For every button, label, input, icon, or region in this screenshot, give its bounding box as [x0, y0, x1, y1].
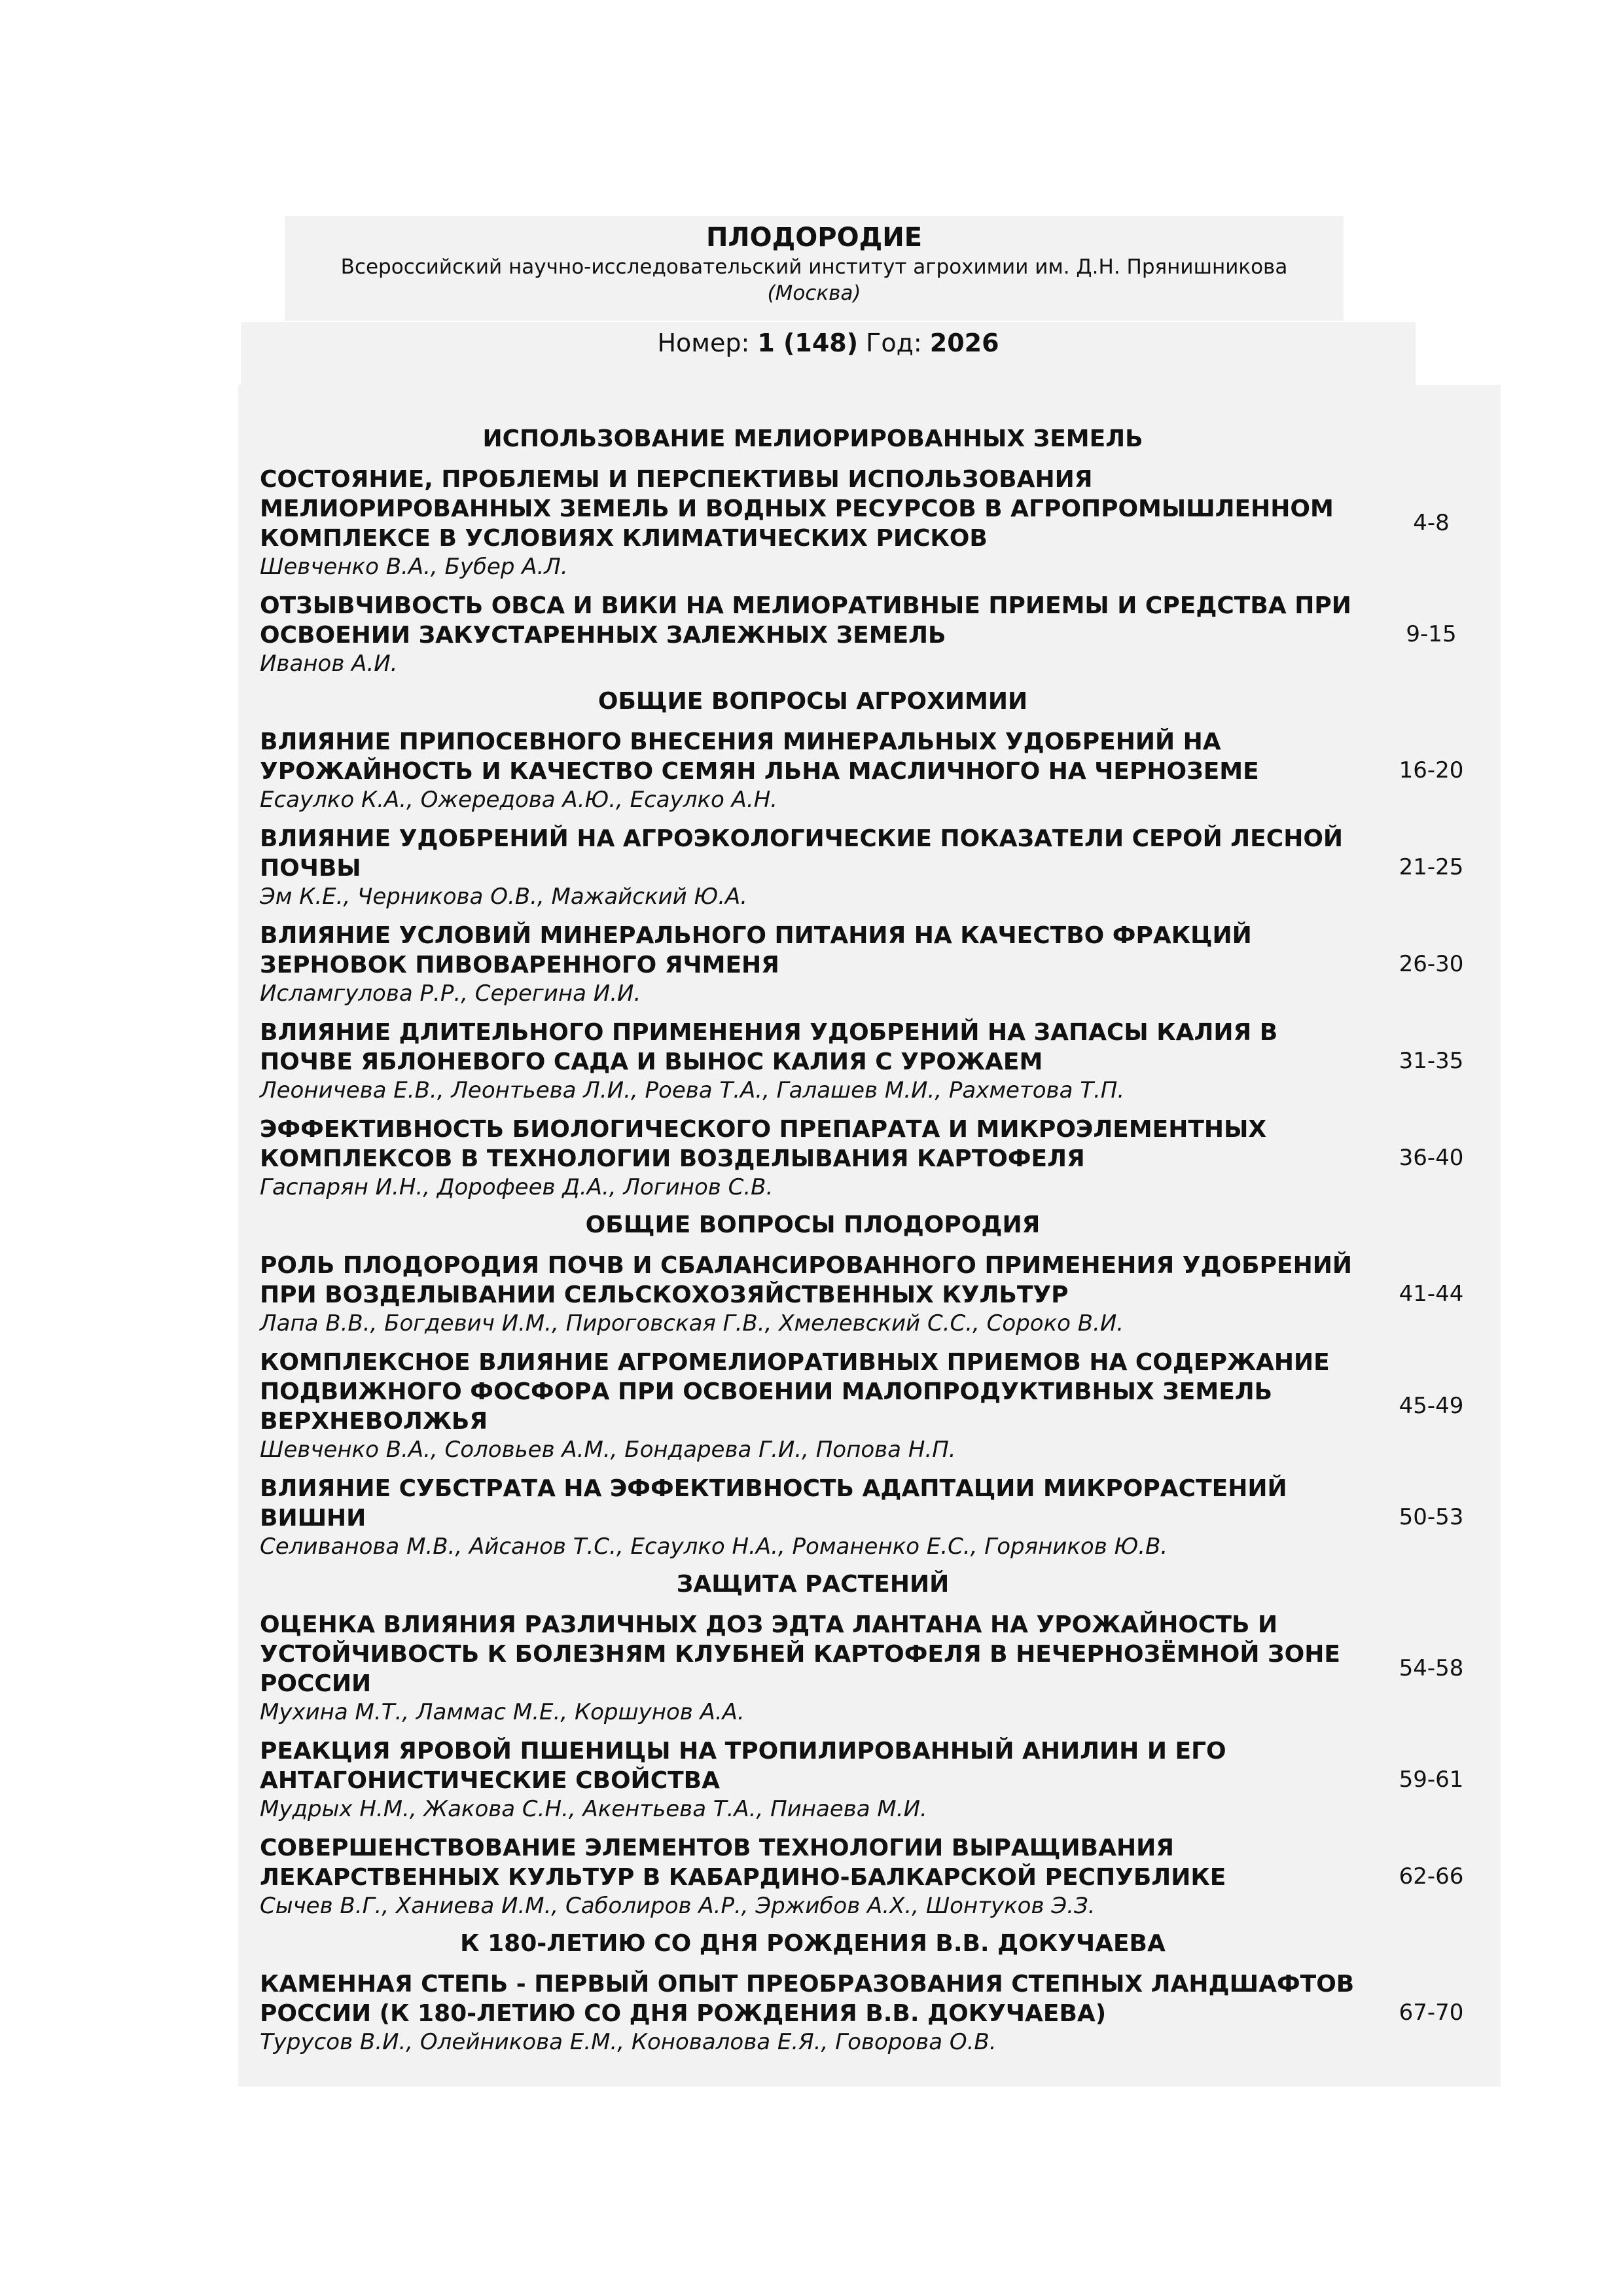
toc-article[interactable] [260, 465, 1490, 581]
article-pages: 41-44 [1399, 1281, 1464, 1307]
journal-title: ПЛОДОРОДИЕ [705, 223, 923, 253]
article-authors: Мухина М.Т., Ламмас М.Е., Коршунов А.А. [260, 1699, 745, 1725]
table-of-contents [238, 385, 1501, 2087]
section-heading: ОБЩИЕ ВОПРОСЫ ПЛОДОРОДИЯ [585, 1211, 1041, 1238]
article-text [260, 591, 1372, 677]
toc-article[interactable] [260, 1018, 1490, 1104]
article-pages: 21-25 [1399, 854, 1464, 880]
article-text [260, 1610, 1372, 1726]
toc-article[interactable] [260, 824, 1490, 910]
article-pages: 26-30 [1399, 951, 1464, 977]
section-heading: ЗАЩИТА РАСТЕНИЙ [676, 1571, 950, 1598]
article-pages: 54-58 [1399, 1655, 1464, 1681]
article-text [260, 1474, 1372, 1560]
article-pages: 9-15 [1406, 621, 1457, 647]
article-authors: Гаспарян И.Н., Дорофеев Д.А., Логинов С.В. [260, 1174, 774, 1200]
article-pages: 45-49 [1399, 1392, 1464, 1419]
section-heading: К 180-ЛЕТИЮ СО ДНЯ РОЖДЕНИЯ В.В. ДОКУЧАЕВА [460, 1930, 1166, 1957]
article-pages: 62-66 [1399, 1863, 1464, 1890]
article-title[interactable]: ЭФФЕКТИВНОСТЬ БИОЛОГИЧЕСКОГО ПРЕПАРАТА И МИКРОЭЛЕМЕНТНЫХ КОМПЛЕКСОВ В ТЕХНОЛОГИИ ВОЗДЕЛЫВАНИЯ КАРТОФЕЛЯ [260, 1116, 1267, 1172]
article-text [260, 1969, 1372, 2056]
article-pages: 59-61 [1399, 1767, 1464, 1793]
article-authors: Шевченко В.А., Бубер А.Л. [260, 554, 568, 580]
journal-publisher: Всероссийский научно-исследовательский институт агрохимии им. Д.Н. Прянишникова [340, 255, 1288, 279]
article-text [260, 1736, 1372, 1823]
article-pages: 50-53 [1399, 1504, 1464, 1530]
article-pages: 16-20 [1399, 757, 1464, 783]
article-text [260, 824, 1372, 910]
journal-city: (Москва) [767, 281, 861, 305]
section-heading: ИСПОЛЬЗОВАНИЕ МЕЛИОРИРОВАННЫХ ЗЕМЕЛЬ [482, 425, 1143, 452]
toc-article[interactable] [260, 1348, 1490, 1463]
article-authors: Селиванова М.В., Айсанов Т.С., Есаулко Н.А., Романенко Е.С., Горяников Ю.В. [260, 1534, 1168, 1560]
article-title[interactable]: СОВЕРШЕНСТВОВАНИЕ ЭЛЕМЕНТОВ ТЕХНОЛОГИИ ВЫРАЩИВАНИЯ ЛЕКАРСТВЕННЫХ КУЛЬТУР В КАБАРДИНО-БАЛКАРСКОЙ РЕСПУБЛИКЕ [260, 1835, 1226, 1891]
article-pages: 67-70 [1399, 2000, 1464, 2026]
issue-year-label: Год: [866, 329, 922, 357]
article-title[interactable]: ОТЗЫВЧИВОСТЬ ОВСА И ВИКИ НА МЕЛИОРАТИВНЫЕ ПРИЕМЫ И СРЕДСТВА ПРИ ОСВОЕНИИ ЗАКУСТАРЕННЫХ ЗАЛЕЖНЫХ ЗЕМЕЛЬ [260, 592, 1351, 649]
article-authors: Исламгулова Р.Р., Серегина И.И. [260, 980, 641, 1007]
section-heading: ОБЩИЕ ВОПРОСЫ АГРОХИМИИ [597, 688, 1028, 715]
issue-year: 2026 [929, 329, 999, 357]
article-authors: Эм К.Е., Черникова О.В., Мажайский Ю.А. [260, 884, 748, 910]
article-text [260, 465, 1372, 581]
article-authors: Есаулко К.А., Ожередова А.Ю., Есаулко А.Н. [260, 787, 778, 813]
article-title[interactable]: ВЛИЯНИЕ ДЛИТЕЛЬНОГО ПРИМЕНЕНИЯ УДОБРЕНИЙ НА ЗАПАСЫ КАЛИЯ В ПОЧВЕ ЯБЛОНЕВОГО САДА И ВЫНОС КАЛИЯ С УРОЖАЕМ [260, 1019, 1278, 1075]
toc-article[interactable] [260, 1251, 1490, 1337]
article-text [260, 1018, 1372, 1104]
toc-article[interactable] [260, 921, 1490, 1007]
article-pages: 31-35 [1399, 1048, 1464, 1074]
article-title[interactable]: РОЛЬ ПЛОДОРОДИЯ ПОЧВ И СБАЛАНСИРОВАННОГО ПРИМЕНЕНИЯ УДОБРЕНИЙ ПРИ ВОЗДЕЛЫВАНИИ СЕЛЬСКОХОЗЯЙСТВЕННЫХ КУЛЬТУР [260, 1252, 1352, 1308]
toc-article[interactable] [260, 591, 1490, 677]
article-authors: Мудрых Н.М., Жакова С.Н., Акентьева Т.А., Пинаева М.И. [260, 1796, 927, 1822]
toc-article[interactable] [260, 1115, 1490, 1201]
article-title[interactable]: ВЛИЯНИЕ ПРИПОСЕВНОГО ВНЕСЕНИЯ МИНЕРАЛЬНЫХ УДОБРЕНИЙ НА УРОЖАЙНОСТЬ И КАЧЕСТВО СЕМЯН ЛЬНА МАСЛИЧНОГО НА ЧЕРНОЗЕМЕ [260, 728, 1259, 785]
article-authors: Лапа В.В., Богдевич И.М., Пироговская Г.В., Хмелевский С.С., Сороко В.И. [260, 1310, 1124, 1336]
article-text [260, 727, 1372, 814]
article-text [260, 1348, 1372, 1463]
issue-header [241, 322, 1416, 385]
toc-article[interactable] [260, 727, 1490, 814]
journal-header [285, 216, 1344, 321]
article-title[interactable]: ВЛИЯНИЕ СУБСТРАТА НА ЭФФЕКТИВНОСТЬ АДАПТАЦИИ МИКРОРАСТЕНИЙ ВИШНИ [260, 1475, 1287, 1532]
article-title[interactable]: КОМПЛЕКСНОЕ ВЛИЯНИЕ АГРОМЕЛИОРАТИВНЫХ ПРИЕМОВ НА СОДЕРЖАНИЕ ПОДВИЖНОГО ФОСФОРА ПРИ ОСВОЕНИИ МАЛОПРОДУКТИВНЫХ ЗЕМЕЛЬ ВЕРХНЕВОЛЖЬЯ [260, 1349, 1330, 1435]
article-authors: Шевченко В.А., Соловьев А.М., Бондарева Г.И., Попова Н.П. [260, 1437, 956, 1463]
toc-list [260, 424, 1490, 2065]
article-text [260, 1115, 1372, 1201]
article-title[interactable]: КАМЕННАЯ СТЕПЬ - ПЕРВЫЙ ОПЫТ ПРЕОБРАЗОВАНИЯ СТЕПНЫХ ЛАНДШАФТОВ РОССИИ (К 180-ЛЕТИЮ СО ДНЯ РОЖДЕНИЯ В.В. ДОКУЧАЕВА) [260, 1971, 1355, 2027]
article-authors: Леоничева Е.В., Леонтьева Л.И., Роева Т.А., Галашев М.И., Рахметова Т.П. [260, 1077, 1125, 1103]
toc-article[interactable] [260, 1969, 1490, 2056]
article-authors: Сычев В.Г., Ханиева И.М., Саболиров А.Р., Эржибов А.Х., Шонтуков Э.З. [260, 1893, 1096, 1919]
article-title[interactable]: СОСТОЯНИЕ, ПРОБЛЕМЫ И ПЕРСПЕКТИВЫ ИСПОЛЬЗОВАНИЯ МЕЛИОРИРОВАННЫХ ЗЕМЕЛЬ И ВОДНЫХ РЕСУРСОВ В АГРОПРОМЫШЛЕННОМ КОМПЛЕКСЕ В УСЛОВИЯХ КЛИМАТИЧЕСКИХ РИСКОВ [260, 466, 1334, 552]
article-title[interactable]: ВЛИЯНИЕ УДОБРЕНИЙ НА АГРОЭКОЛОГИЧЕСКИЕ ПОКАЗАТЕЛИ СЕРОЙ ЛЕСНОЙ ПОЧВЫ [260, 825, 1344, 882]
article-title[interactable]: РЕАКЦИЯ ЯРОВОЙ ПШЕНИЦЫ НА ТРОПИЛИРОВАННЫЙ АНИЛИН И ЕГО АНТАГОНИСТИЧЕСКИЕ СВОЙСТВА [260, 1738, 1226, 1794]
article-text [260, 1833, 1372, 1920]
issue-number-label: Номер: [657, 329, 750, 357]
article-authors: Турусов В.И., Олейникова Е.М., Коновалова Е.Я., Говорова О.В. [260, 2029, 997, 2055]
article-text [260, 921, 1372, 1007]
article-pages: 36-40 [1399, 1145, 1464, 1171]
toc-article[interactable] [260, 1610, 1490, 1726]
article-title[interactable]: ОЦЕНКА ВЛИЯНИЯ РАЗЛИЧНЫХ ДОЗ ЭДТА ЛАНТАНА НА УРОЖАЙНОСТЬ И УСТОЙЧИВОСТЬ К БОЛЕЗНЯМ КЛУБНЕЙ КАРТОФЕЛЯ В НЕЧЕРНОЗЁМНОЙ ЗОНЕ РОССИИ [260, 1611, 1340, 1697]
toc-article[interactable] [260, 1474, 1490, 1560]
article-pages: 4-8 [1413, 509, 1450, 536]
article-authors: Иванов А.И. [260, 651, 398, 677]
issue-number: 1 (148) [757, 329, 859, 357]
toc-article[interactable] [260, 1833, 1490, 1920]
article-title[interactable]: ВЛИЯНИЕ УСЛОВИЙ МИНЕРАЛЬНОГО ПИТАНИЯ НА КАЧЕСТВО ФРАКЦИЙ ЗЕРНОВОК ПИВОВАРЕННОГО ЯЧМЕНЯ [260, 922, 1252, 978]
article-text [260, 1251, 1372, 1337]
toc-article[interactable] [260, 1736, 1490, 1823]
